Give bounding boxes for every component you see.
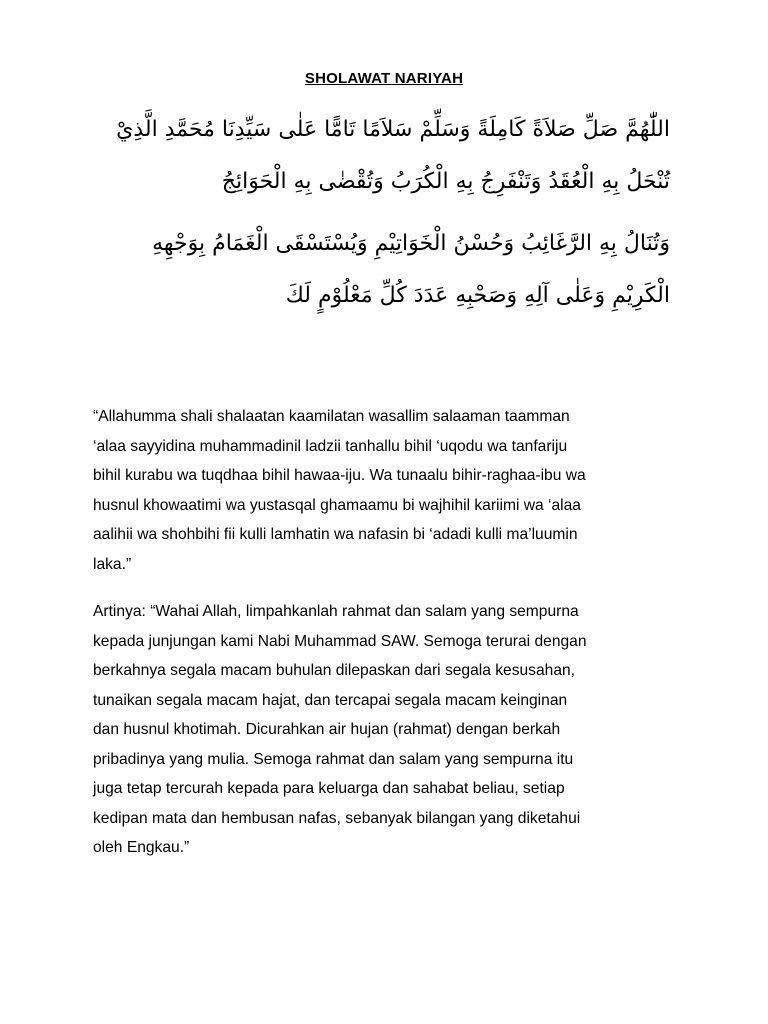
arabic-line: وَتُنَالُ بِهِ الرَّغَائِبُ وَحُسْنُ الْخَوَاتِيْمِ وَيُسْتَسْقَى الْغَمَامُ بِوَجْهِهِ	[152, 231, 670, 256]
arabic-line: الْكَرِيْمِ وَعَلٰى آلِهِ وَصَحْبِهِ عَدَدَ كُلِّ مَعْلُوْمٍ لَكَ	[285, 283, 670, 308]
translation-line: juga tetap tercurah kepada para keluarga dan sahabat beliau, setiap	[93, 780, 565, 797]
document-title: SHOLAWAT NARIYAH	[304, 70, 464, 87]
arabic-line: اللّٰهُمَّ صَلِّ صَلاَةً كَامِلَةً وَسَلِّمْ سَلاَمًا تَامًّا عَلٰى سَيِّدِنَا مُحَمَّدِ الَّذِيْ	[116, 117, 670, 142]
translation-line: kepada junjungan kami Nabi Muhammad SAW. Semoga terurai dengan	[93, 632, 587, 650]
transliteration-line: ‘alaa sayyidina muhammadinil ladzii tanhallu bihil ‘uqodu wa tanfariju	[93, 437, 568, 455]
translation-line: kedipan mata dan hembusan nafas, sebanyak bilangan yang diketahui	[93, 809, 581, 827]
translation-line: pribadinya yang mulia. Semoga rahmat dan salam yang sempurna itu	[93, 750, 574, 768]
transliteration-line: bihil kurabu wa tuqdhaa bihil hawaa-iju. Wa tunaalu bihir-raghaa-ibu wa	[93, 467, 586, 484]
transliteration-line: “Allahumma shali shalaatan kaamilatan wasallim salaaman taamman	[93, 408, 570, 425]
translation-paragraph	[93, 597, 683, 863]
transliteration-line: laka.”	[93, 555, 132, 573]
translation-line: oleh Engkau.”	[93, 839, 190, 856]
translation-line: Artinya: “Wahai Allah, limpahkanlah rahmat dan salam yang sempurna	[93, 603, 579, 620]
translation-line: tunaikan segala macam hajat, dan tercapai segala macam keinginan	[93, 691, 568, 709]
transliteration-line: aalihii wa shohbihi fii kulli lamhatin wa nafasin bi ‘adadi kulli ma’luumin	[93, 526, 578, 543]
transliteration-paragraph	[93, 402, 683, 579]
translation-line: dan husnul khotimah. Dicurahkan air hujan (rahmat) dengan berkah	[93, 721, 561, 738]
arabic-stanza-1	[88, 104, 670, 208]
arabic-stanza-2	[88, 218, 670, 322]
transliteration-line: husnul khowaatimi wa yustasqal ghamaamu bi wajhihil kariimi wa ‘alaa	[93, 496, 581, 514]
arabic-line: تُنْحَلُ بِهِ الْعُقَدُ وَتَنْفَرِجُ بِهِ الْكُرَبُ وَتُقْضٰى بِهِ الْحَوَائِجُ	[221, 169, 670, 194]
translation-line: berkahnya segala macam buhulan dilepaskan dari segala kesusahan,	[93, 662, 575, 679]
